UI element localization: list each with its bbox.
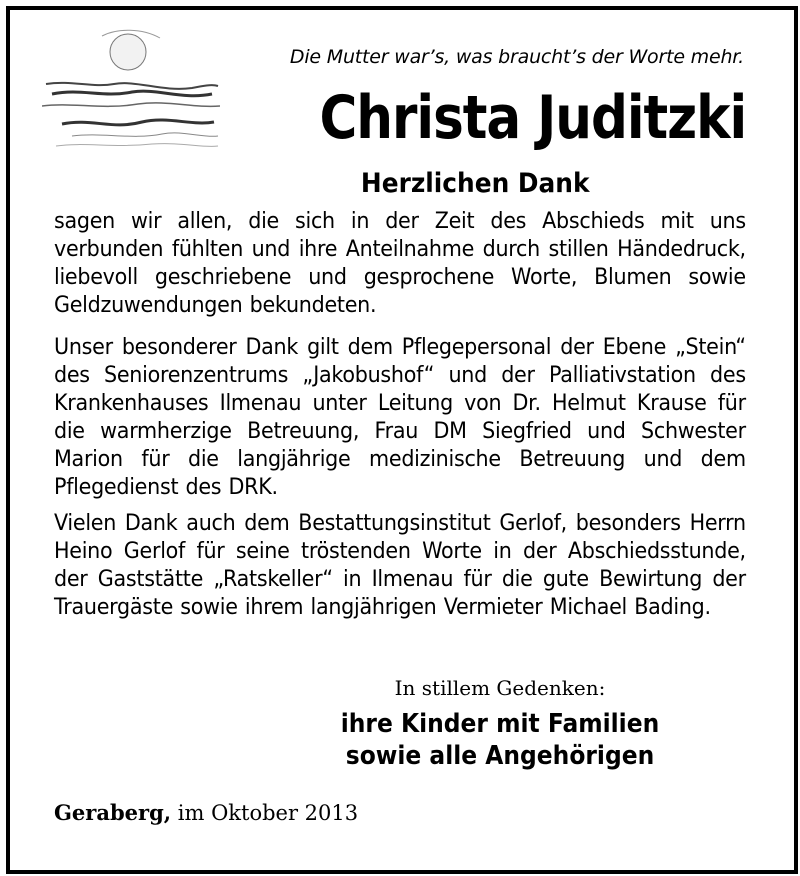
- date: im Oktober 2013: [177, 801, 359, 825]
- quote: Die Mutter war’s, was braucht’s der Worte mehr.: [289, 46, 744, 68]
- place: Geraberg,: [54, 800, 172, 825]
- paragraph-1: sagen wir allen, die sich in der Zeit des Abschieds mit uns verbunden fühlten und ihre Anteilnahme durch stillen Händedruck, liebevoll geschriebene und gesprochene Worte, Blumen sowie Geldzuwendungen bekundeten.: [54, 209, 746, 318]
- sun-landscape-illustration: [42, 22, 220, 160]
- signer-line-2: sowie alle Angehörigen: [345, 741, 655, 771]
- place-date: [54, 800, 358, 825]
- signer-line-1: ihre Kinder mit Familien: [340, 709, 660, 739]
- heading-text: Herzlichen Dank: [360, 168, 590, 199]
- paragraph-2: Unser besonderer Dank gilt dem Pflegepersonal der Ebene „Stein“ des Seniorenzentrums „Jakobushof“ und der Palliativstation des Krankenhauses Ilmenau unter Leitung von Dr. Helmut Krause für die warmherzige Betreuung, Frau DM Siegfried und Schwester Marion für die langjährige medizinische Betreuung und dem Pflegedienst des DRK.: [54, 335, 746, 500]
- closing-text: In stillem Gedenken:: [394, 676, 606, 700]
- signers: [0, 708, 800, 772]
- heading: [0, 168, 800, 199]
- paragraph-3: Vielen Dank auch dem Bestattungsinstitut Gerlof, besonders Herrn Heino Gerlof für seine tröstenden Worte in der Abschiedsstunde, der Gaststätte „Ratskeller“ in Ilmenau für die gute Bewirtung der Trauergäste sowie ihrem langjährigen Vermieter Michael Bading.: [54, 511, 746, 620]
- closing-line: [0, 676, 800, 700]
- deceased-name: Christa Juditzki: [319, 83, 746, 153]
